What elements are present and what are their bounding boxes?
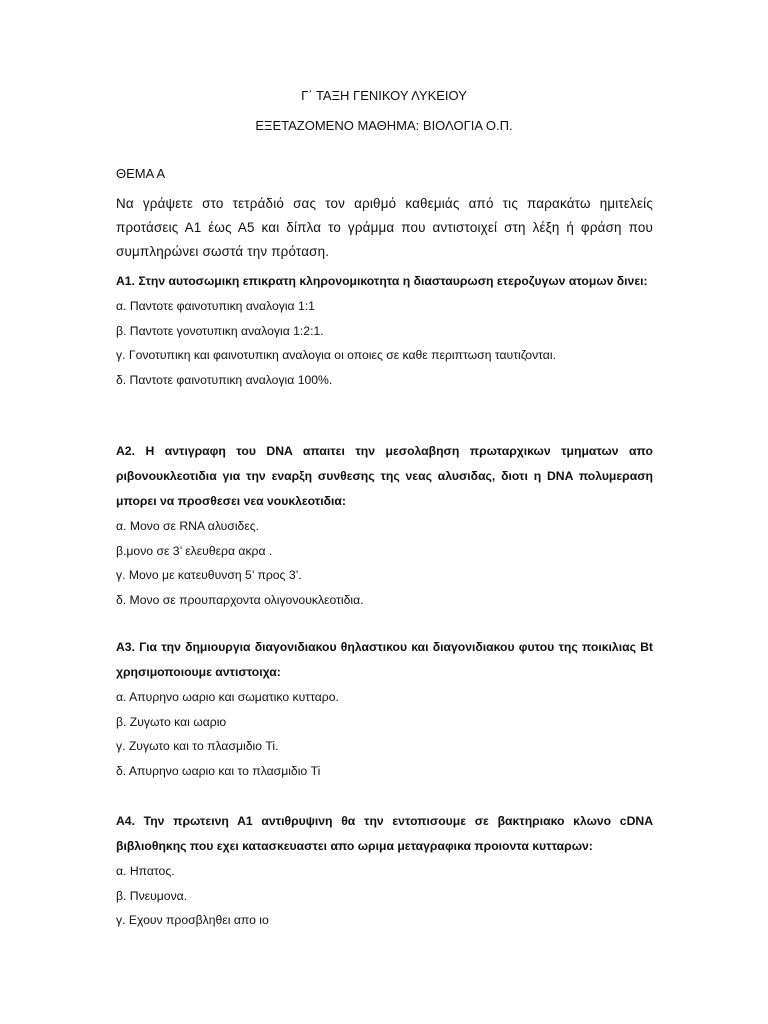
exam-subject-heading: ΕΞΕΤΑΖΟΜΕΝΟ ΜΑΘΗΜΑ: ΒΙΟΛΟΓΙΑ Ο.Π.: [255, 118, 513, 133]
question-stem: Α1. Στην αυτοσωμικη επικρατη κληρονομικοτητα η διασταυρωση ετεροζυγων ατομων δινει:: [116, 274, 648, 288]
answer-option: γ. Γονοτυπικη και φαινοτυπικη αναλογια οι οποιες σε καθε περιπτωση ταυτιζονται.: [116, 348, 556, 362]
question-stem: Α3. Για την δημιουργια διαγονιδιακου θηλαστικου και διαγονιδιακου φυτου της ποικιλιας Bt χρησιμοποιουμε αντιστοιχα:: [116, 640, 653, 679]
section-title: ΘΕΜΑ Α: [116, 166, 166, 181]
answer-option: β. Ζυγωτο και ωαριο: [116, 714, 227, 729]
exam-grade-heading: Γ΄ ΤΑΞΗ ΓΕΝΙΚΟΥ ΛΥΚΕΙΟΥ: [301, 88, 467, 103]
question-a3: [116, 635, 653, 783]
answer-option: α. Παντοτε φαινοτυπικη αναλογια 1:1: [116, 299, 315, 313]
question-stem: Α4. Την πρωτεινη Α1 αντιθρυψινη θα την εντοπισουμε σε βακτηριακο κλωνο cDNA βιβλιοθηκης που εχει κατασκευαστει απο ωριμα μεταγραφικα προιοντα κυτταρων:: [116, 814, 653, 853]
question-stem: Α2. Η αντιγραφη του DNA απαιτει την μεσολαβηση πρωταρχικων τμηματων απο ριβονουκλεοτιδια για την εναρξη συνθεσης της νεας αλυσιδας, διοτι η DNA πολυμεραση μπορει να προσθεσει νεα νουκλεοτιδια:: [116, 444, 653, 508]
section-instructions: Να γράψετε στο τετράδιό σας τον αριθμό καθεμιάς από τις παρακάτω ημιτελείς προτάσεις Α1 έως Α5 και δίπλα το γράμμα που αντιστοιχεί στη λέξη ή φράση που συμπληρώνει σωστά την πρόταση.: [116, 196, 653, 259]
answer-option: γ. Μονο με κατευθυνση 5’ προς 3’.: [116, 568, 302, 582]
answer-option: α. Απυρηνο ωαριο και σωματικο κυτταρο.: [116, 690, 339, 704]
question-a4: [116, 809, 653, 933]
answer-option: γ. Ζυγωτο και το πλασμιδιο Ti.: [116, 739, 279, 753]
answer-option: α. Μονο σε RNA αλυσιδες.: [116, 519, 260, 533]
answer-option: β. Πνευμονα.: [116, 888, 188, 903]
answer-options: [116, 685, 653, 783]
answer-option: α. Ηπατος.: [116, 864, 175, 878]
answer-option: δ. Παντοτε φαινοτυπικη αναλογια 100%.: [116, 372, 333, 387]
answer-option: β. Παντοτε γονοτυπικη αναλογια 1:2:1.: [116, 323, 324, 338]
question-a1: [116, 269, 653, 392]
answer-options: [116, 294, 653, 392]
question-a2: [116, 439, 653, 612]
answer-option: β.μονο σε 3’ ελευθερα ακρα .: [116, 543, 273, 558]
answer-option: δ. Μονο σε προυπαρχοντα ολιγονουκλεοτιδια.: [116, 592, 364, 607]
answer-options: [116, 514, 653, 612]
answer-option: γ. Εχουν προσβληθει απο ιο: [116, 913, 269, 927]
answer-options: [116, 859, 653, 933]
answer-option: δ. Απυρηνο ωαριο και το πλασμιδιο Ti: [116, 763, 321, 778]
